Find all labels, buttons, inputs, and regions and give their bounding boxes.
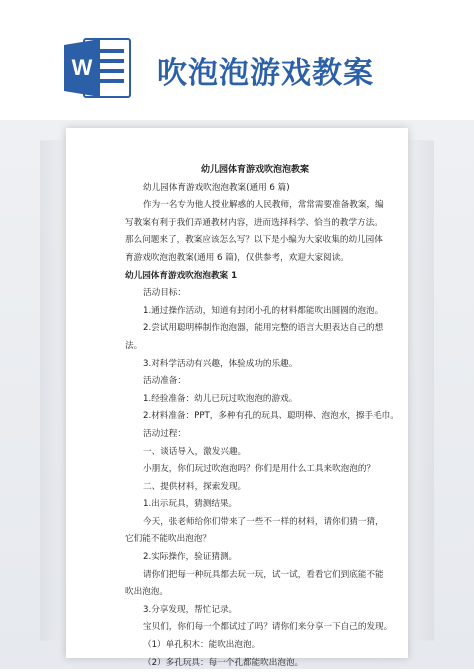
document-content: [125, 162, 399, 672]
document-line: 幼儿园体育游戏吹泡泡教案(通用 6 篇): [143, 182, 290, 193]
document-line: 今天，张老师给你们带来了一些不一样的材料，请你们猜一猜，: [143, 516, 384, 527]
document-line: 法。: [125, 340, 143, 351]
document-heading: 幼儿园体育游戏吹泡泡教案: [200, 165, 309, 175]
document-line: 1.通过操作活动，知道有封闭小孔的材料都能吹出圆圆的泡泡。: [143, 305, 384, 316]
document-line: 宝贝们，你们每一个都试过了吗？请你们来分享一下自己的发现。: [143, 622, 393, 633]
document-line: 3.对科学活动有兴趣，体验成功的乐趣。: [143, 358, 298, 369]
document-line: 3.分享发现，帮忙记录。: [143, 604, 238, 615]
document-line: 一、谈话导入，激发兴趣。: [143, 446, 247, 457]
document-line: 1.出示玩具，猜测结果。: [143, 499, 238, 510]
document-line: 2.尝试用聪明棒制作泡泡器，能用完整的语言大胆表达自己的想: [143, 323, 384, 334]
header-banner: [0, 0, 474, 120]
document-line: （1）单孔积木：能吹出泡泡。: [143, 640, 261, 651]
document-line: 2.材料准备：PPT，多种有孔的玩具、聪明棒、泡泡水，擦手毛巾。: [143, 411, 399, 422]
document-line: 小朋友，你们玩过吹泡泡吗？你们是用什么工具来吹泡泡的？: [143, 464, 376, 475]
document-line: 1.经验准备：幼儿已玩过吹泡泡的游戏。: [143, 393, 298, 404]
document-line: 二、提供材料，探索发现。: [143, 481, 247, 492]
document-line: 幼儿园体育游戏吹泡泡教案 1: [125, 270, 238, 281]
document-line: 请你们把每一种玩具都去玩一玩，试一试，看看它们到底能不能: [143, 569, 384, 580]
document-body: [125, 180, 399, 672]
document-line: 它们能不能吹出泡泡？: [125, 534, 211, 545]
document-line: 活动过程：: [143, 428, 186, 439]
document-line: 2.实际操作，验证猜测。: [143, 552, 238, 563]
document-line: 作为一名专为他人授业解惑的人民教师，常常需要准备教案，编: [143, 200, 384, 211]
page-title: 吹泡泡游戏教案: [157, 56, 374, 91]
svg-text:W: W: [71, 55, 93, 80]
document-line: 写教案有利于我们弄通教材内容，进而选择科学、恰当的教学方法。: [125, 217, 383, 228]
paper-shadow-right: [404, 139, 434, 641]
document-line: 活动目标：: [143, 288, 186, 299]
document-line: 那么问题来了，教案应该怎么写？以下是小编为大家收集的幼儿园体: [125, 235, 383, 246]
document-line: （2）多孔玩具：每一个孔都能吹出泡泡。: [143, 657, 304, 668]
word-icon: [62, 35, 132, 101]
document-line: 吹出泡泡。: [125, 587, 168, 598]
document-line: 育游戏吹泡泡教案(通用 6 篇)，仅供参考，欢迎大家阅读。: [125, 252, 349, 263]
document-line: 活动准备：: [143, 376, 186, 387]
